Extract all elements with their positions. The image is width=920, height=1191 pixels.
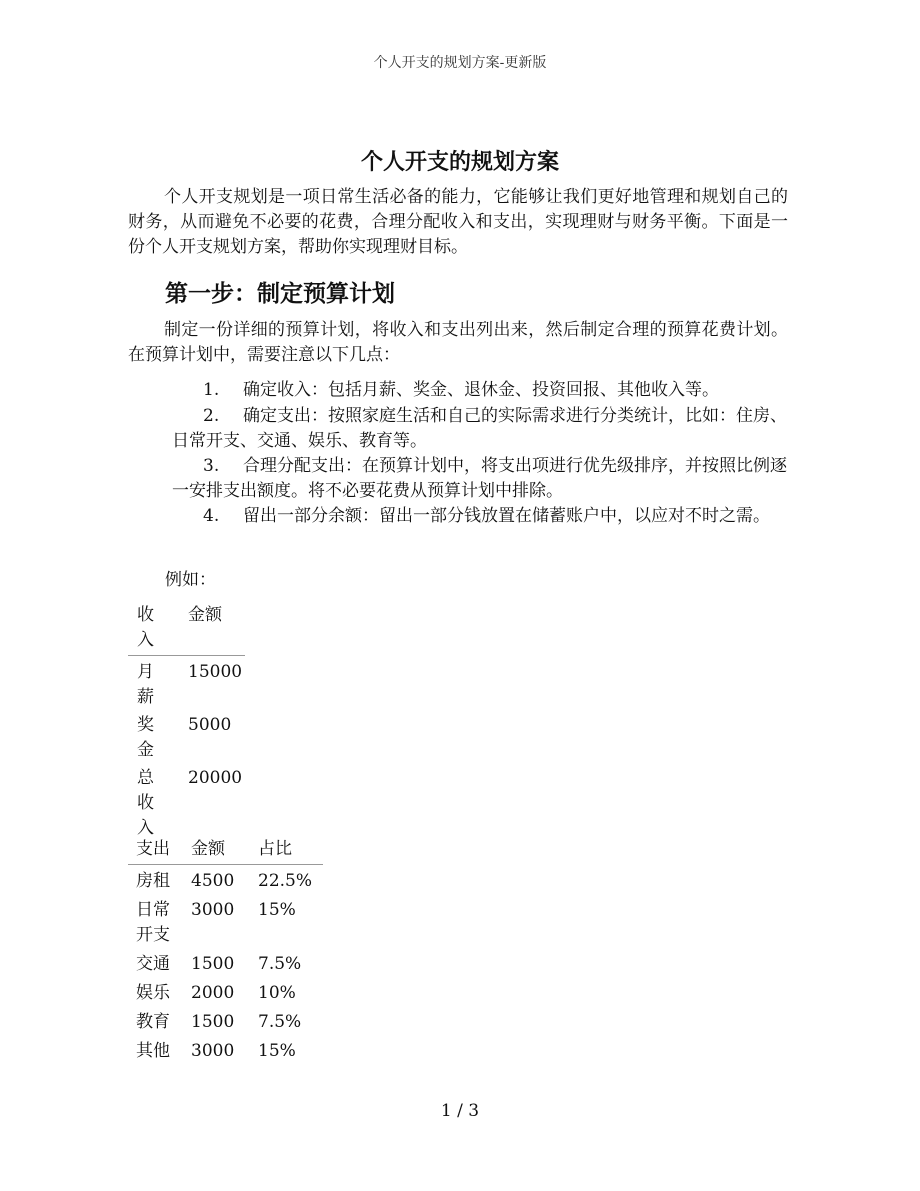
- table-header-row: [128, 837, 323, 865]
- list-number: 3.: [203, 456, 220, 476]
- table-cell: 5000: [188, 715, 232, 735]
- document-title: 个人开支的规划方案: [360, 149, 559, 175]
- table-header-cell: 占比: [258, 837, 323, 865]
- page-number: 1 / 3: [440, 1101, 480, 1121]
- table-cell: 7.5%: [258, 954, 302, 974]
- table-cell: 10%: [258, 983, 296, 1003]
- list-text: 确定支出：按照家庭生活和自己的实际需求进行分类统计，比如：住房、日常开支、交通、娱乐、教育等。: [172, 406, 787, 451]
- expense-table: [128, 837, 323, 1068]
- table-cell: 3000: [191, 900, 235, 920]
- table-cell: 1500: [191, 1012, 235, 1032]
- table-row: [128, 766, 245, 844]
- example-label: 例如：: [165, 570, 216, 590]
- list-text: 确定收入：包括月薪、奖金、退休金、投资回报、其他收入等。: [243, 380, 719, 400]
- page-header: 个人开支的规划方案-更新版: [373, 55, 547, 71]
- table-cell: 其他: [136, 1041, 170, 1061]
- list-text: 合理分配支出：在预算计划中，将支出项进行优先级排序，并按照比例逐一安排支出额度。将不必要花费从预算计划中排除。: [172, 456, 787, 501]
- list-number: 4.: [203, 506, 220, 526]
- table-cell: 日常开支: [136, 900, 170, 945]
- table-cell: 教育: [136, 1012, 170, 1032]
- table-row: [128, 981, 323, 1010]
- table-cell: 15%: [258, 900, 296, 920]
- table-row: [128, 898, 323, 952]
- table-row: [128, 865, 323, 899]
- table-header-cell: 收入: [128, 603, 188, 656]
- table-cell: 4500: [191, 871, 235, 891]
- table-header-row: [128, 603, 245, 656]
- income-table: [128, 603, 245, 844]
- table-row: [128, 1010, 323, 1039]
- list-item: [172, 378, 788, 403]
- table-header-cell: 金额: [191, 837, 258, 865]
- section-heading: 第一步：制定预算计划: [165, 281, 395, 307]
- table-row: [128, 1039, 323, 1068]
- table-cell: 总收入: [137, 768, 154, 838]
- list-number: 2.: [203, 406, 220, 426]
- list-item: [172, 454, 788, 504]
- table-cell: 1500: [191, 954, 235, 974]
- table-cell: 15000: [188, 662, 243, 682]
- table-header-cell: 金额: [188, 603, 245, 656]
- table-header-cell: 支出: [128, 837, 191, 865]
- intro-paragraph: 个人开支规划是一项日常生活必备的能力，它能够让我们更好地管理和规划自己的财务，从而避免不必要的花费，合理分配收入和支出，实现理财与财务平衡。下面是一份个人开支规划方案，帮助你实现理财目标。: [128, 187, 788, 257]
- table-row: [128, 656, 245, 714]
- list-item: [172, 504, 788, 529]
- table-row: [128, 713, 245, 766]
- table-cell: 交通: [136, 954, 170, 974]
- table-cell: 20000: [188, 768, 243, 788]
- table-cell: 22.5%: [258, 871, 313, 891]
- table-cell: 7.5%: [258, 1012, 302, 1032]
- table-cell: 月薪: [137, 662, 154, 707]
- section-paragraph: 制定一份详细的预算计划，将收入和支出列出来，然后制定合理的预算花费计划。在预算计划中，需要注意以下几点：: [128, 320, 788, 365]
- table-cell: 房租: [136, 871, 170, 891]
- table-cell: 3000: [191, 1041, 235, 1061]
- table-cell: 15%: [258, 1041, 296, 1061]
- table-cell: 奖金: [137, 715, 154, 760]
- table-cell: 2000: [191, 983, 235, 1003]
- table-cell: 娱乐: [136, 983, 170, 1003]
- list-number: 1.: [203, 380, 220, 400]
- list-item: [172, 404, 788, 454]
- table-row: [128, 952, 323, 981]
- list-text: 留出一部分余额：留出一部分钱放置在储蓄账户中，以应对不时之需。: [243, 506, 770, 526]
